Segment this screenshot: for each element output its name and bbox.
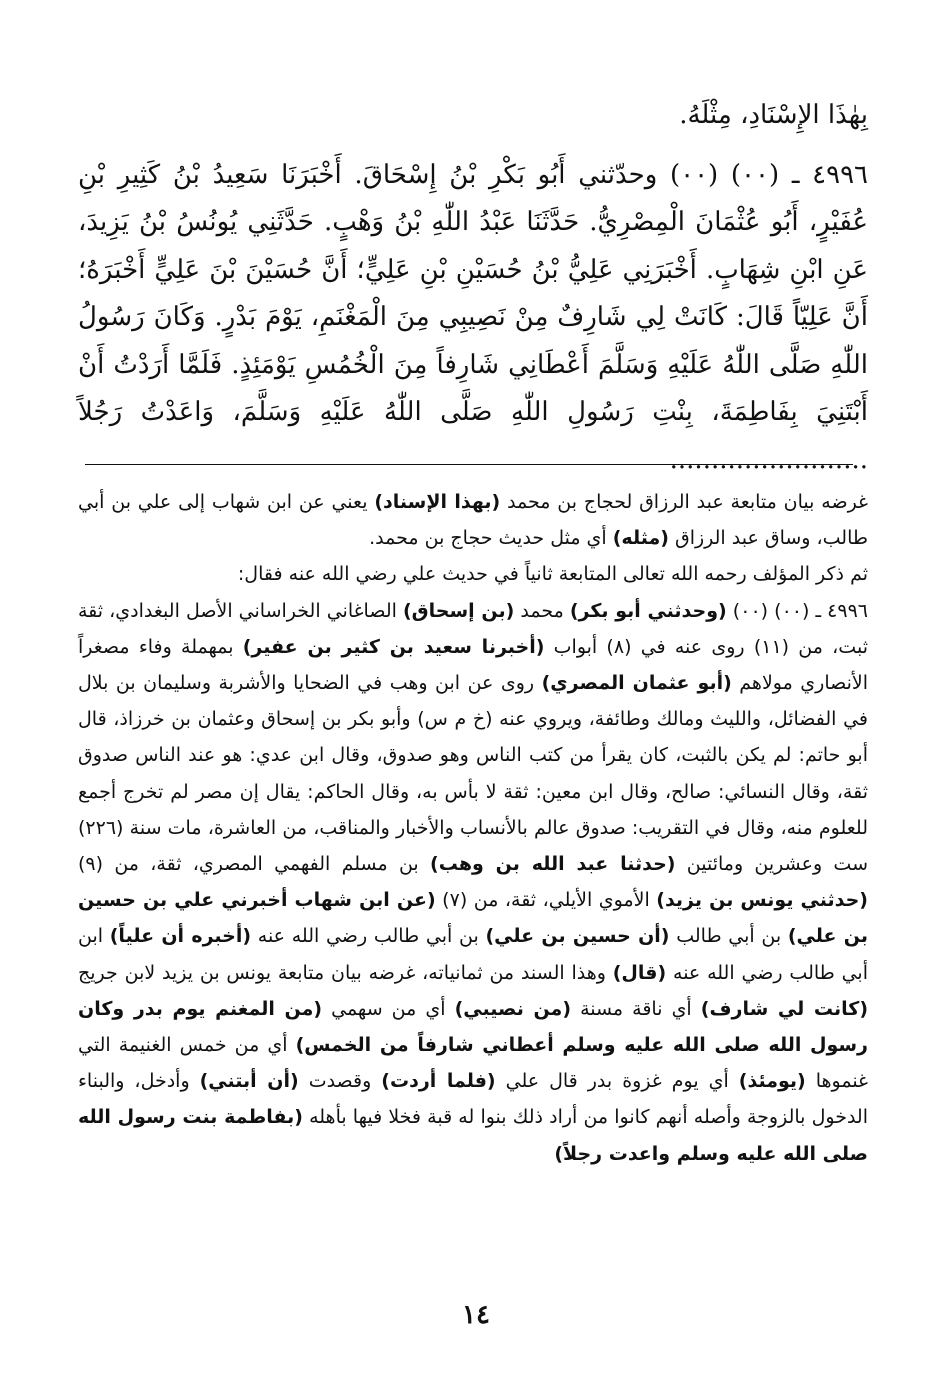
text-span: روى عن ابن وهب في الضحايا والأشربة وسليمان بن بلال في الفضائل، والليث ومالك وطائفة، ويروي عنه (خ م س) وأبو بكر بن إسحاق وعثمان بن خرزاذ، قال أبو حاتم: لم يكن بالثبت، كان يقرأ من كتب الناس وهو صدوق، وقال ابن عدي: هو عند الناس صدوق ثقة، وقال النسائي: صالح، وقال ابن معين: ثقة لا بأس به، وقال الحاكم: يقال إن مصر لم تخرج أجمع للعلوم منه، وقال في التقريب: صدوق عالم بالأنساب والأخبار والمناقب، من العاشرة، مات سنة (٢٢٦) ست وعشرين ومائتين	[78, 672, 868, 876]
text-span: وهذا السند من ثمانياته، غرضه بيان متابعة يونس بن يزيد لابن جريج	[78, 961, 613, 984]
text-span: وقصدت	[298, 1070, 382, 1093]
text-span: أي ناقة مسنة	[571, 997, 701, 1020]
bold-phrase: (بن إسحاق)	[402, 599, 515, 622]
text-span: ٤٩٩٦ ـ (٠٠) (٠٠)	[726, 599, 868, 622]
bold-phrase: (أن حسين بن علي)	[485, 925, 670, 948]
text-span: أي يوم غزوة بدر قال علي	[495, 1070, 739, 1093]
bold-phrase: (وحدثني أبو بكر)	[569, 599, 727, 622]
bold-phrase: (قال)	[612, 961, 667, 984]
bold-phrase: (كانت لي شارف)	[700, 997, 869, 1020]
text-span: أي من سهمي	[322, 997, 455, 1020]
hadith-paragraph: ٤٩٩٦ ـ (٠٠) (٠٠) وحدّثني أَبُو بَكْرِ بْنُ إِسْحَاقَ. أَخْبَرَنَا سَعِيدُ بْنُ كَثِيرِ بْنِ عُفَيْرٍ، أَبُو عُثْمَانَ الْمِصْرِيُّ. حَدَّثَنَا عَبْدُ اللّٰهِ بْنُ وَهْبٍ. حَدَّثَنِي يُونُسُ بْنُ يَزِيدَ، عَنِ ابْنِ شِهَابٍ. أَخْبَرَنِي عَلِيُّ بْنُ حُسَيْنِ بْنِ عَلِيٍّ؛ أَنَّ حُسَيْنَ بْنَ عَلِيٍّ أَخْبَرَهُ؛ أَنَّ عَلِيّاً قَالَ: كَانَتْ لِي شَارِفٌ مِنْ نَصِيبِي مِنَ الْمَغْنَمِ، يَوْمَ بَدْرٍ. وَكَانَ رَسُولُ اللّٰهِ صَلَّى اللّٰهُ عَلَيْهِ وَسَلَّمَ أَعْطَانِي شَارِفاً مِنَ الْخُمُسِ يَوْمَئِذٍ. فَلَمَّا أَرَدْتُ أَنْ أَبْتَنِيَ بِفَاطِمَةَ، بِنْتِ رَسُولِ اللّٰهِ صَلَّى اللّٰهُ عَلَيْهِ وَسَلَّمَ، وَاعَدْتُ رَجُلاً ........................	[78, 159, 868, 475]
bold-phrase: (يومئذ)	[738, 1070, 806, 1093]
bold-phrase: (بفاطمة بنت رسول الله صلى الله عليه وسلم واعدت رجلاً)	[78, 1106, 868, 1165]
commentary-paragraph-2: ثم ذكر المؤلف رحمه الله تعالى المتابعة ثانياً في حديث علي رضي الله عنه فقال:	[237, 563, 868, 586]
text-span: محمد	[514, 599, 570, 622]
text-span: يعني عن ابن شهاب إلى علي بن أبي طالب، وساق عبد الرزاق	[78, 491, 868, 550]
bold-phrase: (عن ابن شهاب أخبرني علي بن حسين بن علي)	[78, 889, 869, 948]
text-span: بن مسلم الفهمي المصري، ثقة، من (٩)	[78, 853, 431, 876]
bold-phrase: (أخبرنا سعيد بن كثير بن عفير)	[242, 635, 545, 658]
bold-phrase: (أبو عثمان المصري)	[541, 672, 732, 695]
text-span: بمهملة وفاء مصغراً الأنصاري مولاهم	[78, 635, 868, 695]
hadith-opening-line: بِهٰذَا الإِسْنَادِ، مِثْلَهُ.	[679, 100, 868, 130]
bold-phrase: (بهذا الإسناد)	[374, 491, 501, 513]
bold-phrase: (أخبره أن علياً)	[109, 925, 252, 948]
bold-phrase: (من المغنم يوم بدر وكان رسول الله صلى الله عليه وسلم أعطاني شارفاً من الخمس)	[78, 997, 868, 1057]
bold-phrase: (فلما أردت)	[381, 1070, 496, 1093]
bold-phrase: (حدثنا عبد الله بن وهب)	[430, 853, 676, 876]
commentary-paragraph-3	[78, 593, 868, 1172]
hadith-text	[78, 92, 868, 484]
bold-phrase: (مثله)	[612, 527, 669, 550]
commentary-text	[78, 484, 868, 1172]
page-number: ١٤	[462, 1300, 490, 1330]
text-span: وأدخل، والبناء الدخول بالزوجة وأصله أنهم كانوا من أراد ذلك بنوا له قبة فخلا فيها بأهله	[78, 1070, 868, 1129]
footnote-divider	[85, 464, 853, 465]
text-span: بن أبي طالب رضي الله عنه	[251, 925, 486, 948]
commentary-paragraph-1	[78, 484, 868, 556]
text-span: أي مثل حديث حجاج بن محمد.	[369, 527, 613, 550]
text-span: غرضه بيان متابعة عبد الرزاق لحجاج بن محمد	[500, 491, 868, 513]
text-span: ابن أبي طالب رضي الله عنه	[78, 925, 868, 984]
text-span: أي من خمس الغنيمة التي غنموها	[78, 1034, 868, 1093]
text-span: الأموي الأيلي، ثقة، من (٧)	[435, 889, 657, 912]
bold-phrase: (من نصيبي)	[454, 997, 572, 1020]
bold-phrase: (حدثني يونس بن يزيد)	[656, 889, 868, 912]
text-span: بن أبي طالب	[669, 925, 788, 948]
text-span: الصاغاني الخراساني الأصل البغدادي، ثقة ثبت، من (١١) روى عنه في (٨) أبواب	[78, 599, 868, 658]
bold-phrase: (أن أبتني)	[199, 1070, 299, 1093]
